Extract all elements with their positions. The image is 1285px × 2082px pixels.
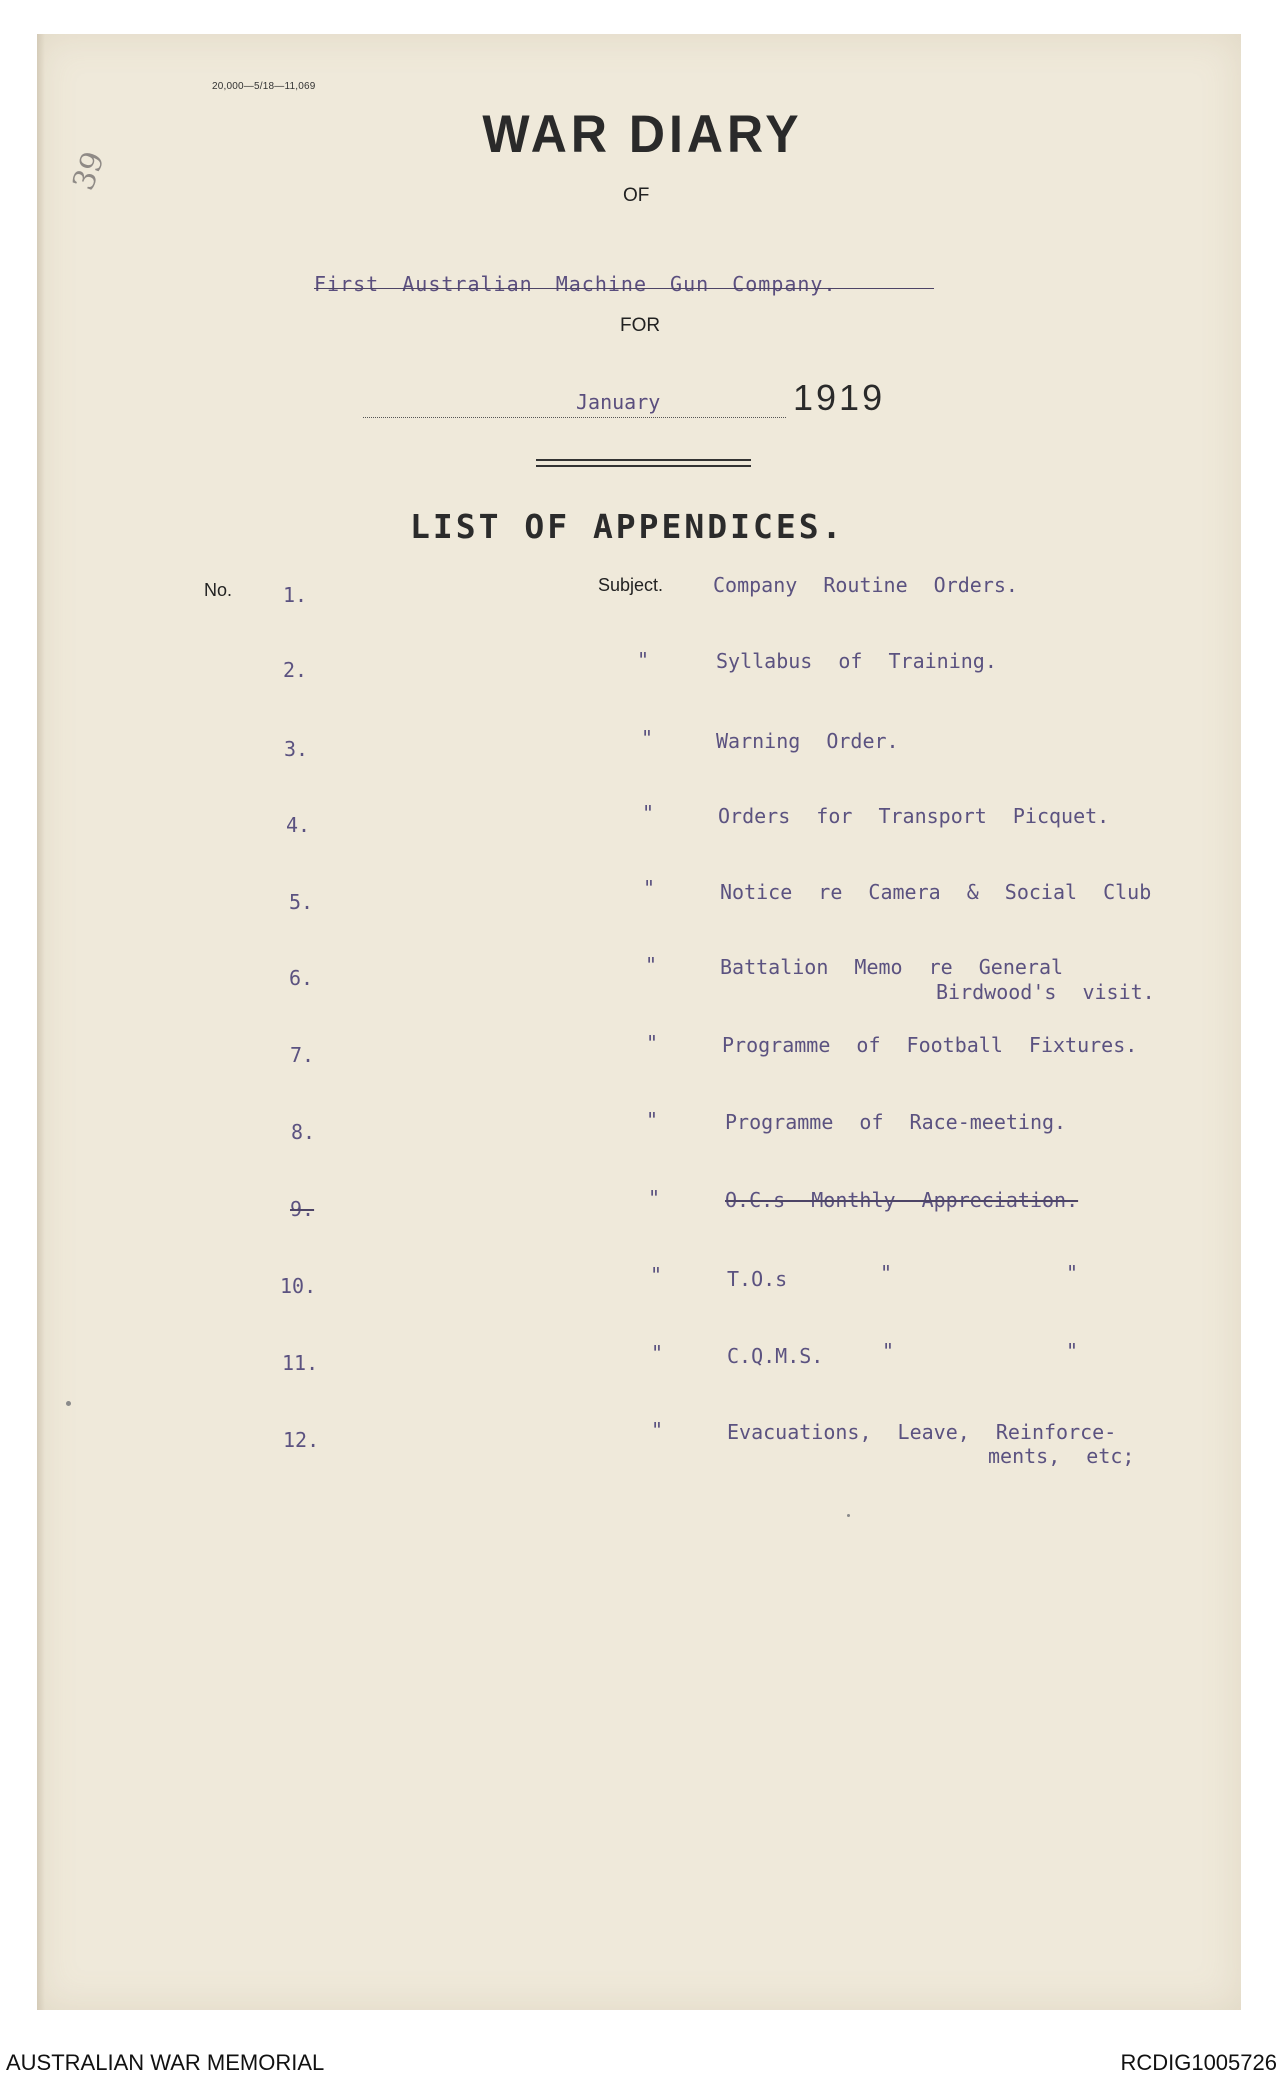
- ditto-mark: ": [651, 1341, 664, 1365]
- ditto-mark: ": [880, 1261, 893, 1285]
- appendix-subject: C.Q.M.S.: [727, 1344, 824, 1368]
- paper-speck: [66, 1401, 71, 1406]
- appendices-title: LIST OF APPENDICES.: [410, 507, 845, 546]
- divider-rule: [536, 459, 751, 461]
- month-dotted-line: [363, 417, 786, 418]
- appendix-number: 11.: [282, 1351, 319, 1375]
- unit-strikethrough: [314, 288, 934, 289]
- margin-note: 39: [66, 147, 112, 195]
- for-label: FOR: [620, 315, 661, 336]
- appendix-number: 7.: [290, 1043, 315, 1067]
- appendix-number: 5.: [289, 890, 314, 914]
- appendix-subject-continued: Birdwood's visit.: [936, 980, 1155, 1004]
- divider-rule: [536, 465, 751, 467]
- appendix-number: 3.: [284, 737, 309, 761]
- ditto-mark: ": [646, 1108, 659, 1132]
- appendix-number: 4.: [286, 813, 311, 837]
- ditto-mark: ": [645, 953, 658, 977]
- appendix-subject: Company Routine Orders.: [713, 573, 1018, 597]
- ditto-mark: ": [650, 1263, 663, 1287]
- paper-speck: [847, 1514, 850, 1517]
- appendix-subject: Programme of Football Fixtures.: [722, 1033, 1138, 1057]
- appendix-subject: Battalion Memo re General: [720, 955, 1064, 979]
- appendix-subject-struck: O.C.s Monthly Appreciation.: [725, 1188, 1079, 1212]
- appendix-subject: Evacuations, Leave, Reinforce-: [727, 1420, 1117, 1444]
- number-column-label: No.: [204, 580, 233, 600]
- ditto-mark: ": [637, 648, 650, 672]
- ditto-mark: ": [1066, 1339, 1079, 1363]
- footer-record-id: RCDIG1005726: [1120, 2050, 1277, 2075]
- ditto-mark: ": [642, 801, 655, 825]
- of-label: OF: [623, 185, 650, 206]
- page-title: WAR DIARY: [482, 104, 803, 164]
- appendix-number: 10.: [280, 1274, 317, 1298]
- appendix-number: 8.: [291, 1120, 316, 1144]
- appendix-number-struck: 9.: [290, 1197, 315, 1221]
- diary-month: January: [576, 390, 661, 414]
- ditto-mark: ": [1066, 1261, 1079, 1285]
- appendix-subject: Warning Order.: [716, 729, 899, 753]
- appendix-subject: Syllabus of Training.: [716, 649, 997, 673]
- appendix-subject: Notice re Camera & Social Club: [720, 880, 1152, 904]
- ditto-mark: ": [641, 726, 654, 750]
- ditto-mark: ": [646, 1031, 659, 1055]
- diary-year: 1919: [793, 377, 886, 418]
- appendix-number: 2.: [283, 658, 308, 682]
- appendix-subject: Orders for Transport Picquet.: [718, 804, 1110, 828]
- ditto-mark: ": [643, 876, 656, 900]
- ditto-mark: ": [648, 1186, 661, 1210]
- appendix-subject: T.O.s: [727, 1267, 788, 1291]
- appendix-number: 1.: [283, 583, 308, 607]
- print-code: 20,000—5/18—11,069: [212, 81, 316, 92]
- appendix-number: 6.: [289, 966, 314, 990]
- appendix-number: 12.: [283, 1428, 320, 1452]
- unit-name: First Australian Machine Gun Company.: [314, 272, 837, 296]
- subject-column-label: Subject.: [598, 575, 664, 595]
- ditto-mark: ": [651, 1418, 664, 1442]
- appendix-subject: Programme of Race-meeting.: [725, 1110, 1067, 1134]
- appendix-subject-continued: ments, etc;: [988, 1444, 1135, 1468]
- footer-archive-name: AUSTRALIAN WAR MEMORIAL: [6, 2050, 325, 2075]
- ditto-mark: ": [882, 1339, 895, 1363]
